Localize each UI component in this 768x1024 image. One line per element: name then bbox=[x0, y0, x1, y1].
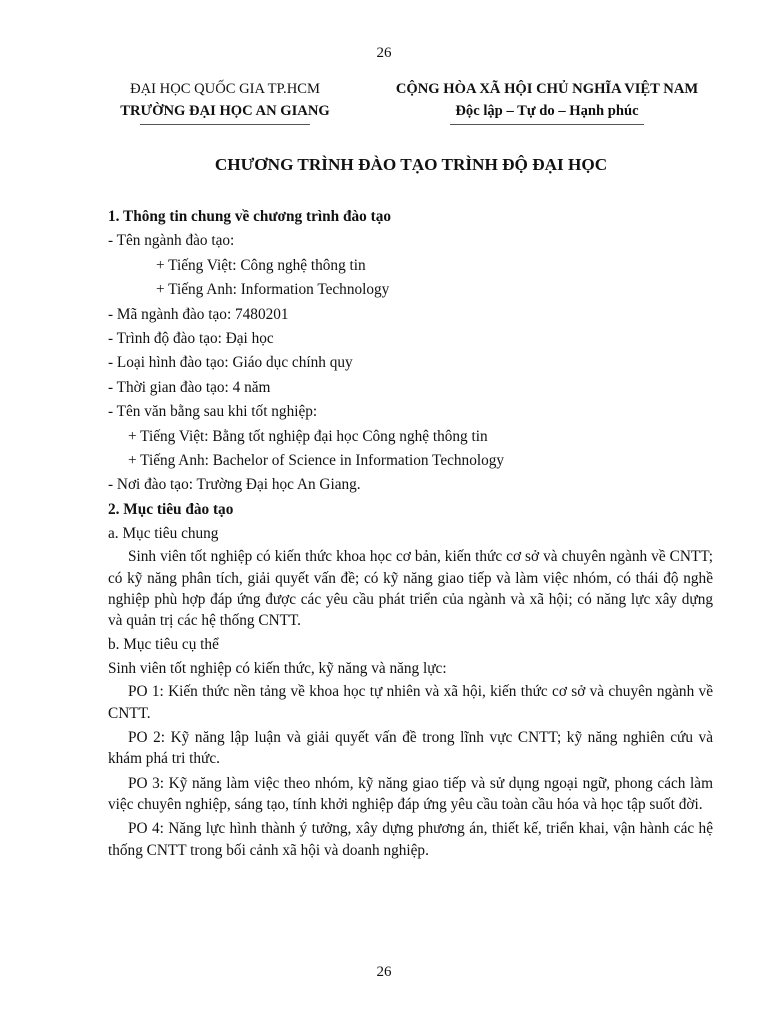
header-university bbox=[102, 78, 348, 125]
program-objective-po4: PO 4: Năng lực hình thành ý tưởng, xây dựng phương án, thiết kế, triển khai, vận hành các hệ thống CNTT trong bối cảnh xã hội và doanh nghiệp. bbox=[108, 820, 713, 859]
training-level: - Trình độ đào tạo: Đại học bbox=[108, 329, 274, 347]
national-motto: Độc lập – Tự do – Hạnh phúc bbox=[455, 103, 639, 119]
header-republic bbox=[380, 78, 714, 125]
major-name-label: - Tên ngành đào tạo: bbox=[108, 232, 235, 250]
degree-label: - Tên văn bằng sau khi tốt nghiệp: bbox=[108, 403, 318, 421]
page-number-top: 26 bbox=[376, 45, 392, 61]
program-objective-po2: PO 2: Kỹ năng lập luận và giải quyết vấn đề trong lĩnh vực CNTT; kỹ năng nghiên cứu và khám phá tri thức. bbox=[108, 729, 713, 768]
general-objective-label: a. Mục tiêu chung bbox=[108, 525, 219, 543]
general-objective-text: Sinh viên tốt nghiệp có kiến thức khoa học cơ bản, kiến thức cơ sở và chuyên ngành về CNTT; có kỹ năng phân tích, giải quyết vấn đề; có kỹ năng giao tiếp và làm việc nhóm, có thái độ nghề nghiệp phù hợp đáp ứng được các yêu cầu phát triển của ngành và xã hội; có năng lực xây dựng và quản trị các hệ thống CNTT. bbox=[108, 548, 713, 630]
university-name: ĐẠI HỌC QUỐC GIA TP.HCM bbox=[130, 81, 320, 97]
major-name-vietnamese: + Tiếng Việt: Công nghệ thông tin bbox=[156, 256, 366, 274]
specific-objective-intro: Sinh viên tốt nghiệp có kiến thức, kỹ năng và năng lực: bbox=[108, 660, 447, 678]
header-right-underline bbox=[450, 124, 644, 125]
training-type: - Loại hình đào tạo: Giáo dục chính quy bbox=[108, 354, 353, 372]
degree-vietnamese: + Tiếng Việt: Bằng tốt nghiệp đại học Công nghệ thông tin bbox=[128, 427, 488, 445]
republic-name: CỘNG HÒA XÃ HỘI CHỦ NGHĨA VIỆT NAM bbox=[395, 81, 699, 97]
degree-english: + Tiếng Anh: Bachelor of Science in Information Technology bbox=[128, 451, 505, 469]
training-duration: - Thời gian đào tạo: 4 năm bbox=[108, 378, 271, 396]
training-place: - Nơi đào tạo: Trường Đại học An Giang. bbox=[108, 476, 361, 494]
section2-heading: 2. Mục tiêu đào tạo bbox=[108, 500, 234, 518]
major-code: - Mã ngành đào tạo: 7480201 bbox=[108, 305, 289, 323]
program-objective-po3: PO 3: Kỹ năng làm việc theo nhóm, kỹ năng giao tiếp và sử dụng ngoại ngữ, phong cách làm việc chuyên nghiệp, sáng tạo, tính khởi nghiệp đáp ứng yêu cầu toàn cầu hóa và học tập suốt đời. bbox=[108, 774, 713, 813]
specific-objective-label: b. Mục tiêu cụ thể bbox=[108, 635, 219, 653]
document-title: CHƯƠNG TRÌNH ĐÀO TẠO TRÌNH ĐỘ ĐẠI HỌC bbox=[214, 155, 608, 174]
section1-heading: 1. Thông tin chung về chương trình đào tạo bbox=[108, 208, 391, 225]
header-left-underline bbox=[140, 124, 310, 125]
school-name: TRƯỜNG ĐẠI HỌC AN GIANG bbox=[120, 103, 330, 119]
program-objective-po1: PO 1: Kiến thức nền tảng về khoa học tự nhiên và xã hội, kiến thức cơ sở và chuyên ngành về CNTT. bbox=[108, 683, 713, 722]
document-body bbox=[108, 205, 713, 861]
major-name-english: + Tiếng Anh: Information Technology bbox=[156, 281, 390, 299]
page-number-bottom: 26 bbox=[376, 964, 392, 980]
